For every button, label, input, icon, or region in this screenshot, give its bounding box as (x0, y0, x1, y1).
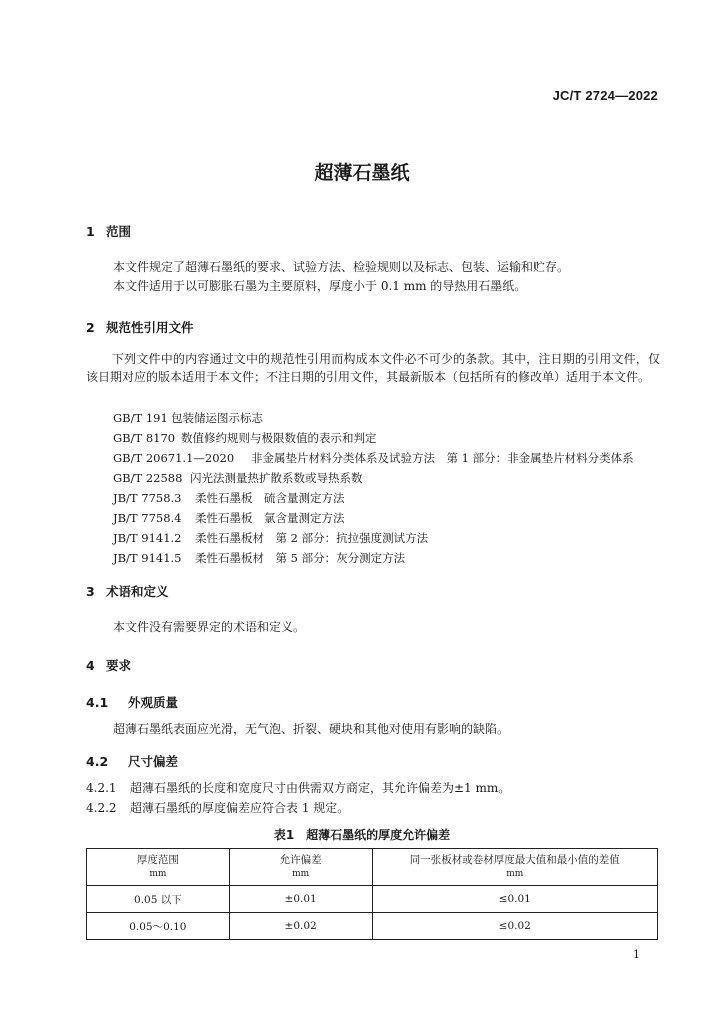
reference-title: 柔性石墨板材 第 2 部分：抗拉强度测试方法 (195, 531, 429, 545)
scope-paragraph-2: 本文件适用于以可膨胀石墨为主要原料，厚度小于 0.1 mm 的导热用石墨纸。 (113, 279, 527, 293)
table-row (87, 886, 658, 913)
section-1-heading (86, 222, 131, 240)
column-header-label: 同一张板材或卷材厚度最大值和最小值的差值 (409, 854, 620, 866)
column-header-unit: mm (149, 869, 167, 879)
section-2-heading (86, 318, 194, 336)
reference-title: 数值修约规则与极限数值的表示和判定 (181, 431, 377, 445)
document-title: 超薄石墨纸 (314, 162, 410, 184)
reference-code: GB/T 191 (113, 411, 168, 425)
reference-title: 柔性石墨板 氯含量测定方法 (195, 511, 345, 525)
column-header-unit: mm (292, 869, 310, 879)
section-number: 4 (86, 658, 95, 673)
reference-item (113, 470, 363, 486)
reference-code: JB/T 7758.3 (113, 491, 182, 505)
section-title: 规范性引用文件 (106, 320, 194, 335)
table-cell: ≤0.01 (372, 886, 657, 913)
reference-code: GB/T 8170 (113, 431, 176, 445)
table-cell: 0.05～0.10 (87, 913, 230, 940)
clause-4-2-2 (86, 799, 349, 816)
section-title: 范围 (106, 224, 132, 239)
reference-item (113, 530, 428, 546)
table-cell: ±0.02 (229, 913, 372, 940)
section-3-heading (86, 582, 169, 600)
clause-number: 4.2.2 (86, 801, 117, 815)
reference-item (113, 430, 377, 446)
reference-item (113, 490, 345, 506)
reference-item (113, 510, 345, 526)
reference-item (113, 450, 634, 466)
section-title: 要求 (106, 658, 132, 673)
section-title: 尺寸偏差 (128, 754, 179, 769)
table-cell: ≤0.02 (372, 913, 657, 940)
clause-number: 4.2.1 (86, 781, 117, 795)
reference-code: JB/T 7758.4 (113, 511, 182, 525)
table-caption: 表1 超薄石墨纸的厚度允许偏差 (273, 828, 451, 842)
reference-title: 柔性石墨板 硫含量测定方法 (195, 491, 345, 505)
thickness-tolerance-table (86, 848, 658, 940)
reference-title: 闪光法测量热扩散系数或导热系数 (190, 471, 363, 485)
standard-number: JC/T 2724—2022 (552, 88, 658, 103)
table-header-row (87, 849, 658, 886)
column-header-thickness-difference (372, 849, 657, 886)
reference-code: GB/T 20671.1—2020 (113, 451, 235, 465)
reference-item (113, 410, 263, 426)
reference-code: GB/T 22588 (113, 471, 183, 485)
section-4-1-heading (86, 693, 178, 711)
appearance-paragraph: 超薄石墨纸表面应光滑，无气泡、折裂、硬块和其他对使用有影响的缺陷。 (113, 722, 510, 736)
clause-4-2-1 (86, 779, 510, 796)
section-number: 2 (86, 320, 95, 335)
scope-paragraph-1: 本文件规定了超薄石墨纸的要求、试验方法、检验规则以及标志、包装、运输和贮存。 (113, 260, 570, 274)
table-row (87, 913, 658, 940)
section-4-heading (86, 656, 131, 674)
page-number: 1 (633, 948, 640, 961)
section-title: 术语和定义 (106, 584, 169, 599)
terms-paragraph: 本文件没有需要界定的术语和定义。 (113, 620, 306, 634)
reference-title: 柔性石墨板材 第 5 部分：灰分测定方法 (195, 551, 406, 565)
column-header-unit: mm (506, 869, 524, 879)
column-header-thickness-range (87, 849, 230, 886)
reference-code: JB/T 9141.5 (113, 551, 182, 565)
reference-code: JB/T 9141.2 (113, 531, 182, 545)
column-header-label: 厚度范围 (136, 854, 179, 866)
reference-item (113, 550, 405, 566)
clause-text: 超薄石墨纸的长度和宽度尺寸由供需双方商定，其允许偏差为±1 mm。 (130, 781, 511, 795)
column-header-tolerance (229, 849, 372, 886)
column-header-label: 允许偏差 (279, 854, 322, 866)
reference-title: 非金属垫片材料分类体系及试验方法 第 1 部分：非金属垫片材料分类体系 (251, 451, 634, 465)
reference-title: 包装储运图示标志 (171, 411, 263, 425)
normative-references-intro: 下列文件中的内容通过文中的规范性引用而构成本文件必不可少的条款。其中，注日期的引用文件，仅该日期对应的版本适用于本文件；不注日期的引用文件，其最新版本（包括所有的修改单）适用于本文件。 (86, 352, 660, 384)
table-cell: 0.05 以下 (87, 886, 230, 913)
section-number: 4.2 (86, 754, 109, 769)
clause-text: 超薄石墨纸的厚度偏差应符合表 1 规定。 (130, 801, 350, 815)
section-number: 1 (86, 224, 95, 239)
section-number: 4.1 (86, 695, 109, 710)
section-title: 外观质量 (128, 695, 179, 710)
section-number: 3 (86, 584, 95, 599)
section-4-2-heading (86, 752, 178, 770)
table-cell: ±0.01 (229, 886, 372, 913)
